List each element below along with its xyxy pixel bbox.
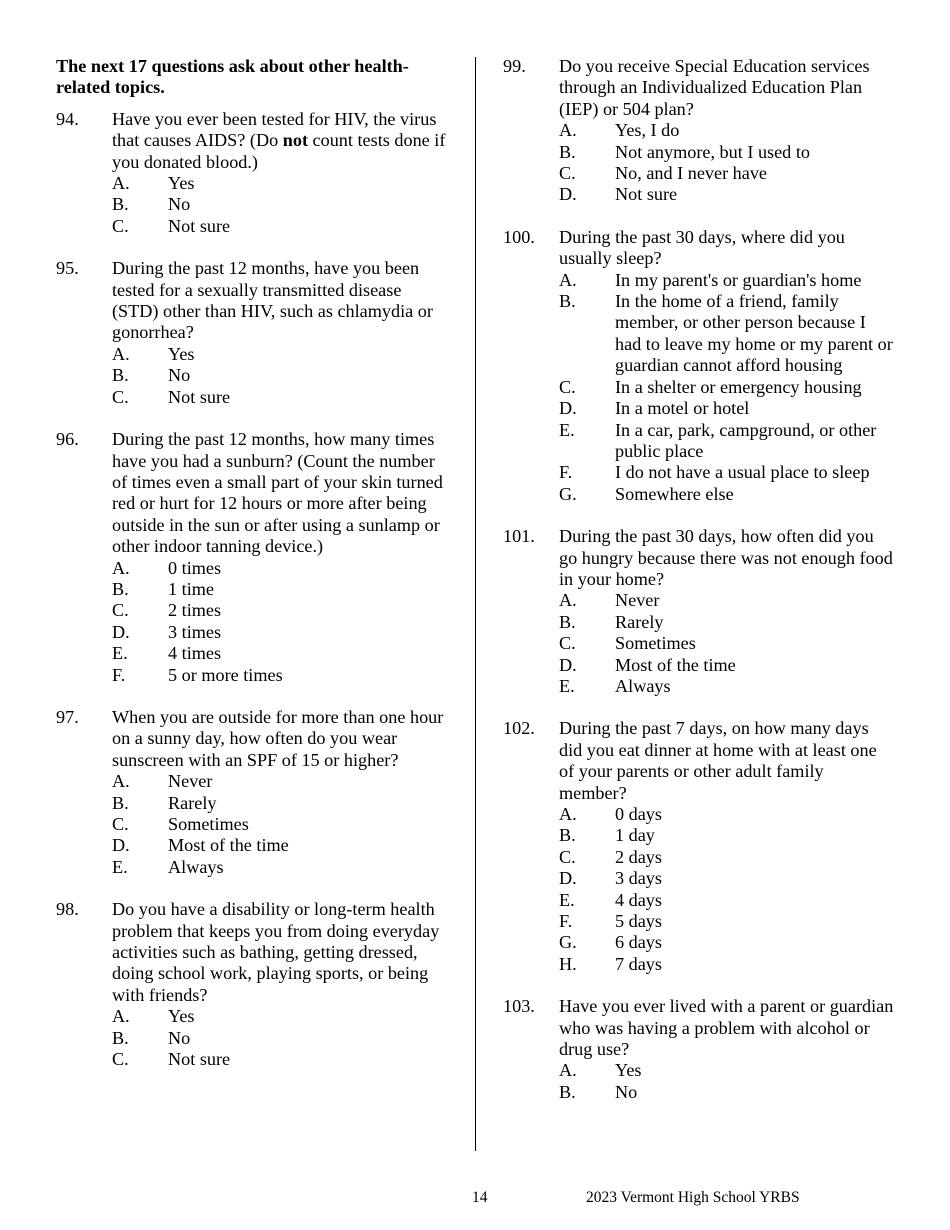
option-letter: A. — [112, 771, 130, 792]
answer-option[interactable] — [559, 847, 895, 868]
question-101 — [503, 526, 895, 697]
option-label: 2 days — [615, 846, 662, 867]
option-label: In the home of a friend, family member, or other person because I had to leave my home or my parent or guardian cannot afford housing — [615, 291, 893, 376]
question-103 — [503, 996, 895, 1103]
answer-option[interactable] — [112, 216, 451, 237]
option-letter: A. — [559, 120, 577, 141]
option-letter: B. — [559, 825, 576, 846]
option-label: Sometimes — [168, 814, 249, 834]
question-98 — [56, 899, 451, 1070]
option-label: Not sure — [168, 215, 231, 236]
option-label: Always — [168, 856, 224, 877]
option-letter: E. — [112, 856, 128, 877]
option-letter: D. — [559, 398, 577, 419]
option-label: 5 or more times — [168, 664, 283, 685]
answer-option[interactable] — [559, 633, 895, 654]
option-letter: F. — [112, 664, 126, 685]
question-text — [559, 996, 895, 1060]
answer-option[interactable] — [559, 612, 895, 633]
answer-option[interactable] — [112, 558, 451, 579]
answer-option[interactable] — [559, 377, 895, 398]
question-number: 101. — [503, 526, 535, 547]
answer-option[interactable] — [559, 291, 895, 377]
answer-option[interactable] — [559, 932, 895, 953]
option-label: Most of the time — [615, 654, 736, 675]
option-letter: B. — [112, 365, 129, 386]
option-label: Rarely — [168, 792, 217, 813]
option-label: Always — [615, 675, 671, 696]
question-text — [559, 718, 895, 804]
question-94 — [56, 109, 451, 237]
option-letter: C. — [559, 846, 576, 867]
option-letter: D. — [559, 184, 577, 205]
question-96 — [56, 429, 451, 686]
option-letter: B. — [559, 141, 576, 162]
option-label: 7 days — [615, 953, 662, 974]
answer-option[interactable] — [559, 868, 895, 889]
option-label: No — [168, 1027, 191, 1048]
question-list — [56, 109, 451, 1071]
question-text-segment: Do you have a disability or long-term health problem that keeps you from doing everyday activities such as bathing, getting dressed, doing school work, playing sports, or being with friends? — [112, 899, 440, 1005]
answer-option[interactable] — [112, 1049, 451, 1070]
question-number: 98. — [56, 899, 79, 920]
option-label: No, and I never have — [615, 163, 768, 184]
answer-option[interactable] — [112, 665, 451, 686]
question-text — [112, 707, 451, 771]
option-label: 1 time — [168, 578, 214, 599]
question-number: 97. — [56, 706, 79, 727]
option-label: 6 days — [615, 932, 662, 953]
option-letter: A. — [559, 804, 577, 824]
option-label: Not sure — [168, 386, 231, 407]
option-letter: A. — [112, 557, 130, 578]
question-number: 99. — [503, 56, 526, 76]
option-label: In my parent's or guardian's home — [615, 269, 862, 290]
question-number: 100. — [503, 226, 535, 247]
answer-option[interactable] — [559, 420, 895, 463]
answer-option[interactable] — [559, 484, 895, 505]
option-letter: H. — [559, 953, 577, 974]
question-text — [112, 429, 451, 557]
option-label: Not sure — [615, 184, 678, 205]
option-letter: C. — [112, 1049, 129, 1070]
option-letter: C. — [559, 633, 576, 654]
option-label: Yes — [615, 1060, 642, 1081]
question-text-segment: During the past 12 months, how many times have you had a sunburn? (Count the number of times even a small part of your skin turned red or hurt for 12 hours or more after being outside in the sun or after using a sunlamp or other indoor tanning device.) — [112, 429, 443, 557]
option-letter: C. — [112, 386, 129, 407]
question-text — [559, 526, 895, 590]
option-letter: D. — [559, 868, 577, 889]
option-label: I do not have a usual place to sleep — [615, 462, 870, 483]
option-label: Yes, I do — [615, 120, 680, 141]
answer-option[interactable] — [559, 398, 895, 419]
option-label: In a motel or hotel — [615, 398, 750, 419]
answer-option[interactable] — [559, 676, 895, 697]
emphasis-text: not — [282, 130, 308, 151]
answer-option[interactable] — [559, 655, 895, 676]
right-column — [503, 56, 895, 1124]
option-label: 2 times — [168, 600, 222, 621]
option-letter: C. — [559, 163, 576, 184]
question-text-segment: During the past 12 months, have you been tested for a sexually transmitted disease (STD) other than HIV, such as chlamydia or gonorrhea? — [112, 258, 433, 343]
answer-option[interactable] — [559, 890, 895, 911]
question-list — [503, 56, 895, 1103]
option-letter: B. — [112, 578, 129, 599]
answer-option[interactable] — [559, 120, 895, 141]
option-letter: B. — [112, 194, 129, 215]
option-letter: D. — [559, 654, 577, 675]
option-letter: B. — [559, 1081, 576, 1102]
question-text-segment: During the past 30 days, where did you usually sleep? — [559, 226, 845, 269]
option-label: Yes — [168, 1006, 195, 1027]
answer-option[interactable] — [112, 1028, 451, 1049]
left-column — [56, 56, 451, 1091]
question-text-segment: During the past 30 days, how often did you go hungry because there was not enough food in your home? — [559, 526, 893, 589]
answer-option[interactable] — [559, 462, 895, 483]
question-97 — [56, 707, 451, 878]
option-label: Rarely — [615, 611, 664, 632]
answer-option[interactable] — [112, 643, 451, 664]
option-letter: A. — [559, 590, 577, 611]
answer-option[interactable] — [112, 194, 451, 215]
answer-option[interactable] — [112, 835, 451, 856]
answer-option[interactable] — [112, 387, 451, 408]
option-letter: B. — [112, 1027, 129, 1048]
option-label: Yes — [168, 173, 195, 194]
answer-option[interactable] — [559, 142, 895, 163]
question-100 — [503, 227, 895, 505]
answer-option[interactable] — [112, 771, 451, 792]
option-label: In a shelter or emergency housing — [615, 376, 862, 397]
option-label: 4 days — [615, 889, 662, 910]
option-label: Not sure — [168, 1049, 231, 1070]
option-letter: E. — [559, 419, 575, 440]
option-label: 0 days — [615, 804, 662, 824]
option-letter: D. — [112, 621, 130, 642]
option-letter: F. — [559, 462, 573, 483]
option-label: No — [168, 194, 191, 215]
question-number: 96. — [56, 429, 79, 450]
option-label: Sometimes — [615, 633, 696, 654]
option-letter: G. — [559, 483, 577, 504]
option-letter: D. — [112, 835, 130, 856]
option-label: In a car, park, campground, or other public place — [615, 419, 877, 461]
option-label: 3 times — [168, 621, 222, 642]
question-95 — [56, 258, 451, 408]
option-letter: E. — [112, 643, 128, 664]
option-label: No — [615, 1081, 638, 1102]
question-99 — [503, 56, 895, 206]
question-text-segment: When you are outside for more than one hour on a sunny day, how often do you wear sunscreen with an SPF of 15 or higher? — [112, 706, 444, 770]
question-text — [112, 109, 451, 173]
answer-option[interactable] — [559, 954, 895, 975]
answer-option[interactable] — [112, 857, 451, 878]
answer-option[interactable] — [112, 622, 451, 643]
question-text — [559, 56, 895, 120]
question-102 — [503, 718, 895, 975]
section-heading: The next 17 questions ask about other health-related topics. — [56, 56, 409, 98]
answer-option[interactable] — [559, 270, 895, 291]
answer-option[interactable] — [559, 1060, 895, 1081]
question-number: 95. — [56, 258, 79, 279]
option-label: Never — [615, 590, 660, 611]
option-label: 5 days — [615, 911, 662, 932]
question-number: 102. — [503, 718, 535, 739]
option-letter: A. — [559, 269, 577, 290]
answer-option[interactable] — [112, 1006, 451, 1027]
answer-option[interactable] — [112, 579, 451, 600]
option-label: Not anymore, but I used to — [615, 141, 810, 162]
option-label: Never — [168, 771, 213, 792]
question-text-segment: During the past 7 days, on how many days did you eat dinner at home with at least one of your parents or other adult family member? — [559, 718, 877, 803]
option-letter: A. — [112, 343, 130, 364]
option-letter: E. — [559, 889, 575, 910]
answer-option[interactable] — [559, 163, 895, 184]
answer-option[interactable] — [559, 825, 895, 846]
column-divider — [475, 57, 476, 1151]
page-number: 14 — [472, 1189, 488, 1206]
question-text-segment: count tests done if you donated blood.) — [112, 130, 446, 172]
option-letter: A. — [112, 173, 130, 194]
option-letter: C. — [112, 814, 129, 834]
option-label: No — [168, 365, 191, 386]
question-text-segment: Do you receive Special Education services through an Individualized Education Plan (IEP) or 504 plan? — [559, 56, 870, 119]
answer-option[interactable] — [559, 1082, 895, 1103]
answer-option[interactable] — [112, 793, 451, 814]
question-number: 103. — [503, 996, 535, 1017]
answer-option[interactable] — [559, 184, 895, 205]
question-text — [559, 227, 895, 270]
question-number: 94. — [56, 108, 79, 129]
option-letter: E. — [559, 675, 575, 696]
question-text-segment: Have you ever been tested for HIV, the virus that causes AIDS? (Do — [112, 108, 437, 151]
option-letter: G. — [559, 932, 577, 953]
option-letter: C. — [559, 376, 576, 397]
option-label: 1 day — [615, 825, 655, 846]
option-letter: B. — [559, 291, 576, 312]
answer-option[interactable] — [112, 173, 451, 194]
option-letter: C. — [112, 600, 129, 621]
option-letter: B. — [559, 611, 576, 632]
question-text-segment: Have you ever lived with a parent or guardian who was having a problem with alcohol or drug use? — [559, 996, 894, 1060]
answer-option[interactable] — [112, 344, 451, 365]
option-label: Yes — [168, 343, 195, 364]
answer-option[interactable] — [112, 600, 451, 621]
option-letter: C. — [112, 215, 129, 236]
option-label: Somewhere else — [615, 483, 734, 504]
option-letter: A. — [112, 1006, 130, 1027]
option-label: 0 times — [168, 557, 222, 578]
question-text — [112, 899, 451, 1006]
option-letter: A. — [559, 1060, 577, 1081]
option-label: Most of the time — [168, 835, 289, 856]
answer-option[interactable] — [112, 365, 451, 386]
answer-option[interactable] — [559, 590, 895, 611]
question-text — [112, 258, 451, 344]
footer-title: 2023 Vermont High School YRBS — [586, 1189, 800, 1206]
option-letter: B. — [112, 792, 129, 813]
answer-option[interactable] — [112, 814, 451, 835]
answer-option[interactable] — [559, 911, 895, 932]
option-label: 4 times — [168, 643, 222, 664]
option-letter: F. — [559, 911, 573, 932]
answer-option[interactable] — [559, 804, 895, 825]
option-label: 3 days — [615, 868, 662, 889]
